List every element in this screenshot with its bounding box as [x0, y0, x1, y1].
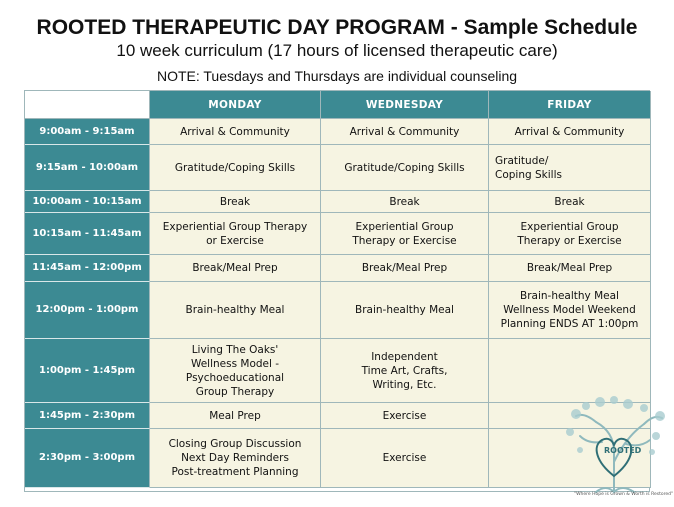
schedule-cell-wednesday	[321, 429, 489, 488]
activity-text: Closing Group Discussion Next Day Reminders Post-treatment Planning	[168, 438, 302, 478]
schedule-cell-monday	[150, 403, 321, 429]
column-header-monday: MONDAY	[150, 91, 321, 119]
column-header-wednesday: WEDNESDAY	[321, 91, 489, 119]
time-slot-label: 11:45am - 12:00pm	[25, 255, 150, 282]
corner-cell	[25, 91, 150, 119]
schedule-cell-wednesday	[321, 403, 489, 429]
activity-text: Experiential Group Therapy or Exercise	[352, 220, 457, 247]
time-slot-label: 10:00am - 10:15am	[25, 191, 150, 213]
activity-text: Meal Prep	[209, 409, 261, 422]
time-slot-label: 2:30pm - 3:00pm	[25, 429, 150, 488]
schedule-cell-wednesday	[321, 282, 489, 339]
schedule-cell-monday	[150, 429, 321, 488]
activity-text: Break	[219, 195, 251, 208]
time-slot-label: 9:00am - 9:15am	[25, 119, 150, 145]
activity-text: Break/Meal Prep	[192, 262, 278, 274]
time-slot-label: 10:15am - 11:45am	[25, 213, 150, 255]
activity-text: Break/Meal Prep	[526, 262, 613, 274]
activity-text: Gratitude/ Coping Skills	[495, 154, 562, 181]
activity-text: Arrival & Community	[514, 125, 625, 138]
schedule-cell-friday	[489, 191, 651, 213]
activity-text: Break	[554, 195, 585, 208]
schedule-cell-wednesday	[321, 191, 489, 213]
schedule-cell-wednesday	[321, 119, 489, 145]
schedule-cell-monday	[150, 282, 321, 339]
schedule-cell-friday	[489, 119, 651, 145]
schedule-cell-wednesday	[321, 213, 489, 255]
activity-text: Gratitude/Coping Skills	[174, 161, 296, 174]
activity-text: Experiential Group Therapy or Exercise	[517, 220, 622, 247]
activity-text: Independent Time Art, Crafts, Writing, Etc.	[361, 350, 448, 391]
schedule-cell-monday	[150, 339, 321, 403]
schedule-cell-wednesday	[321, 145, 489, 191]
schedule-cell-monday	[150, 255, 321, 282]
schedule-cell-wednesday	[321, 339, 489, 403]
activity-text: Arrival & Community	[349, 125, 460, 138]
activity-text: Exercise	[382, 409, 427, 422]
page-title: ROOTED THERAPEUTIC DAY PROGRAM - Sample Schedule	[36, 16, 638, 39]
time-slot-label: 9:15am - 10:00am	[25, 145, 150, 191]
logo-wordmark: ROOTED	[604, 446, 642, 455]
schedule-cell-monday	[150, 213, 321, 255]
activity-text: Brain-healthy Meal	[355, 304, 454, 316]
page-subtitle: 10 week curriculum (17 hours of licensed therapeutic care)	[116, 41, 558, 60]
activity-text: Experiential Group Therapy or Exercise	[162, 220, 308, 247]
activity-text: Break/Meal Prep	[361, 262, 448, 274]
activity-text: Living The Oaks' Wellness Model - Psychoeducational Group Therapy	[185, 343, 285, 398]
schedule-cell-monday	[150, 119, 321, 145]
activity-text: Brain-healthy Meal Wellness Model Weekend Planning ENDS AT 1:00pm	[500, 290, 639, 330]
activity-text: Brain-healthy Meal	[185, 304, 285, 316]
time-slot-label: 1:00pm - 1:45pm	[25, 339, 150, 403]
schedule-cell-wednesday	[321, 255, 489, 282]
schedule-cell-monday	[150, 145, 321, 191]
logo-tagline: "Where Hope is Grown & Worth is Restored"	[574, 492, 674, 497]
activity-text: Arrival & Community	[180, 125, 290, 138]
schedule-cell-friday	[489, 255, 651, 282]
activity-text: Break	[389, 195, 420, 208]
activity-text: Exercise	[382, 452, 427, 464]
schedule-cell-friday	[489, 282, 651, 339]
schedule-cell-friday	[489, 145, 651, 191]
schedule-cell-friday	[489, 213, 651, 255]
time-slot-label: 12:00pm - 1:00pm	[25, 282, 150, 339]
schedule-note: NOTE: Tuesdays and Thursdays are individual counseling	[156, 68, 518, 84]
column-header-friday: FRIDAY	[489, 91, 651, 119]
schedule-cell-monday	[150, 191, 321, 213]
time-slot-label: 1:45pm - 2:30pm	[25, 403, 150, 429]
activity-text: Gratitude/Coping Skills	[344, 161, 465, 174]
